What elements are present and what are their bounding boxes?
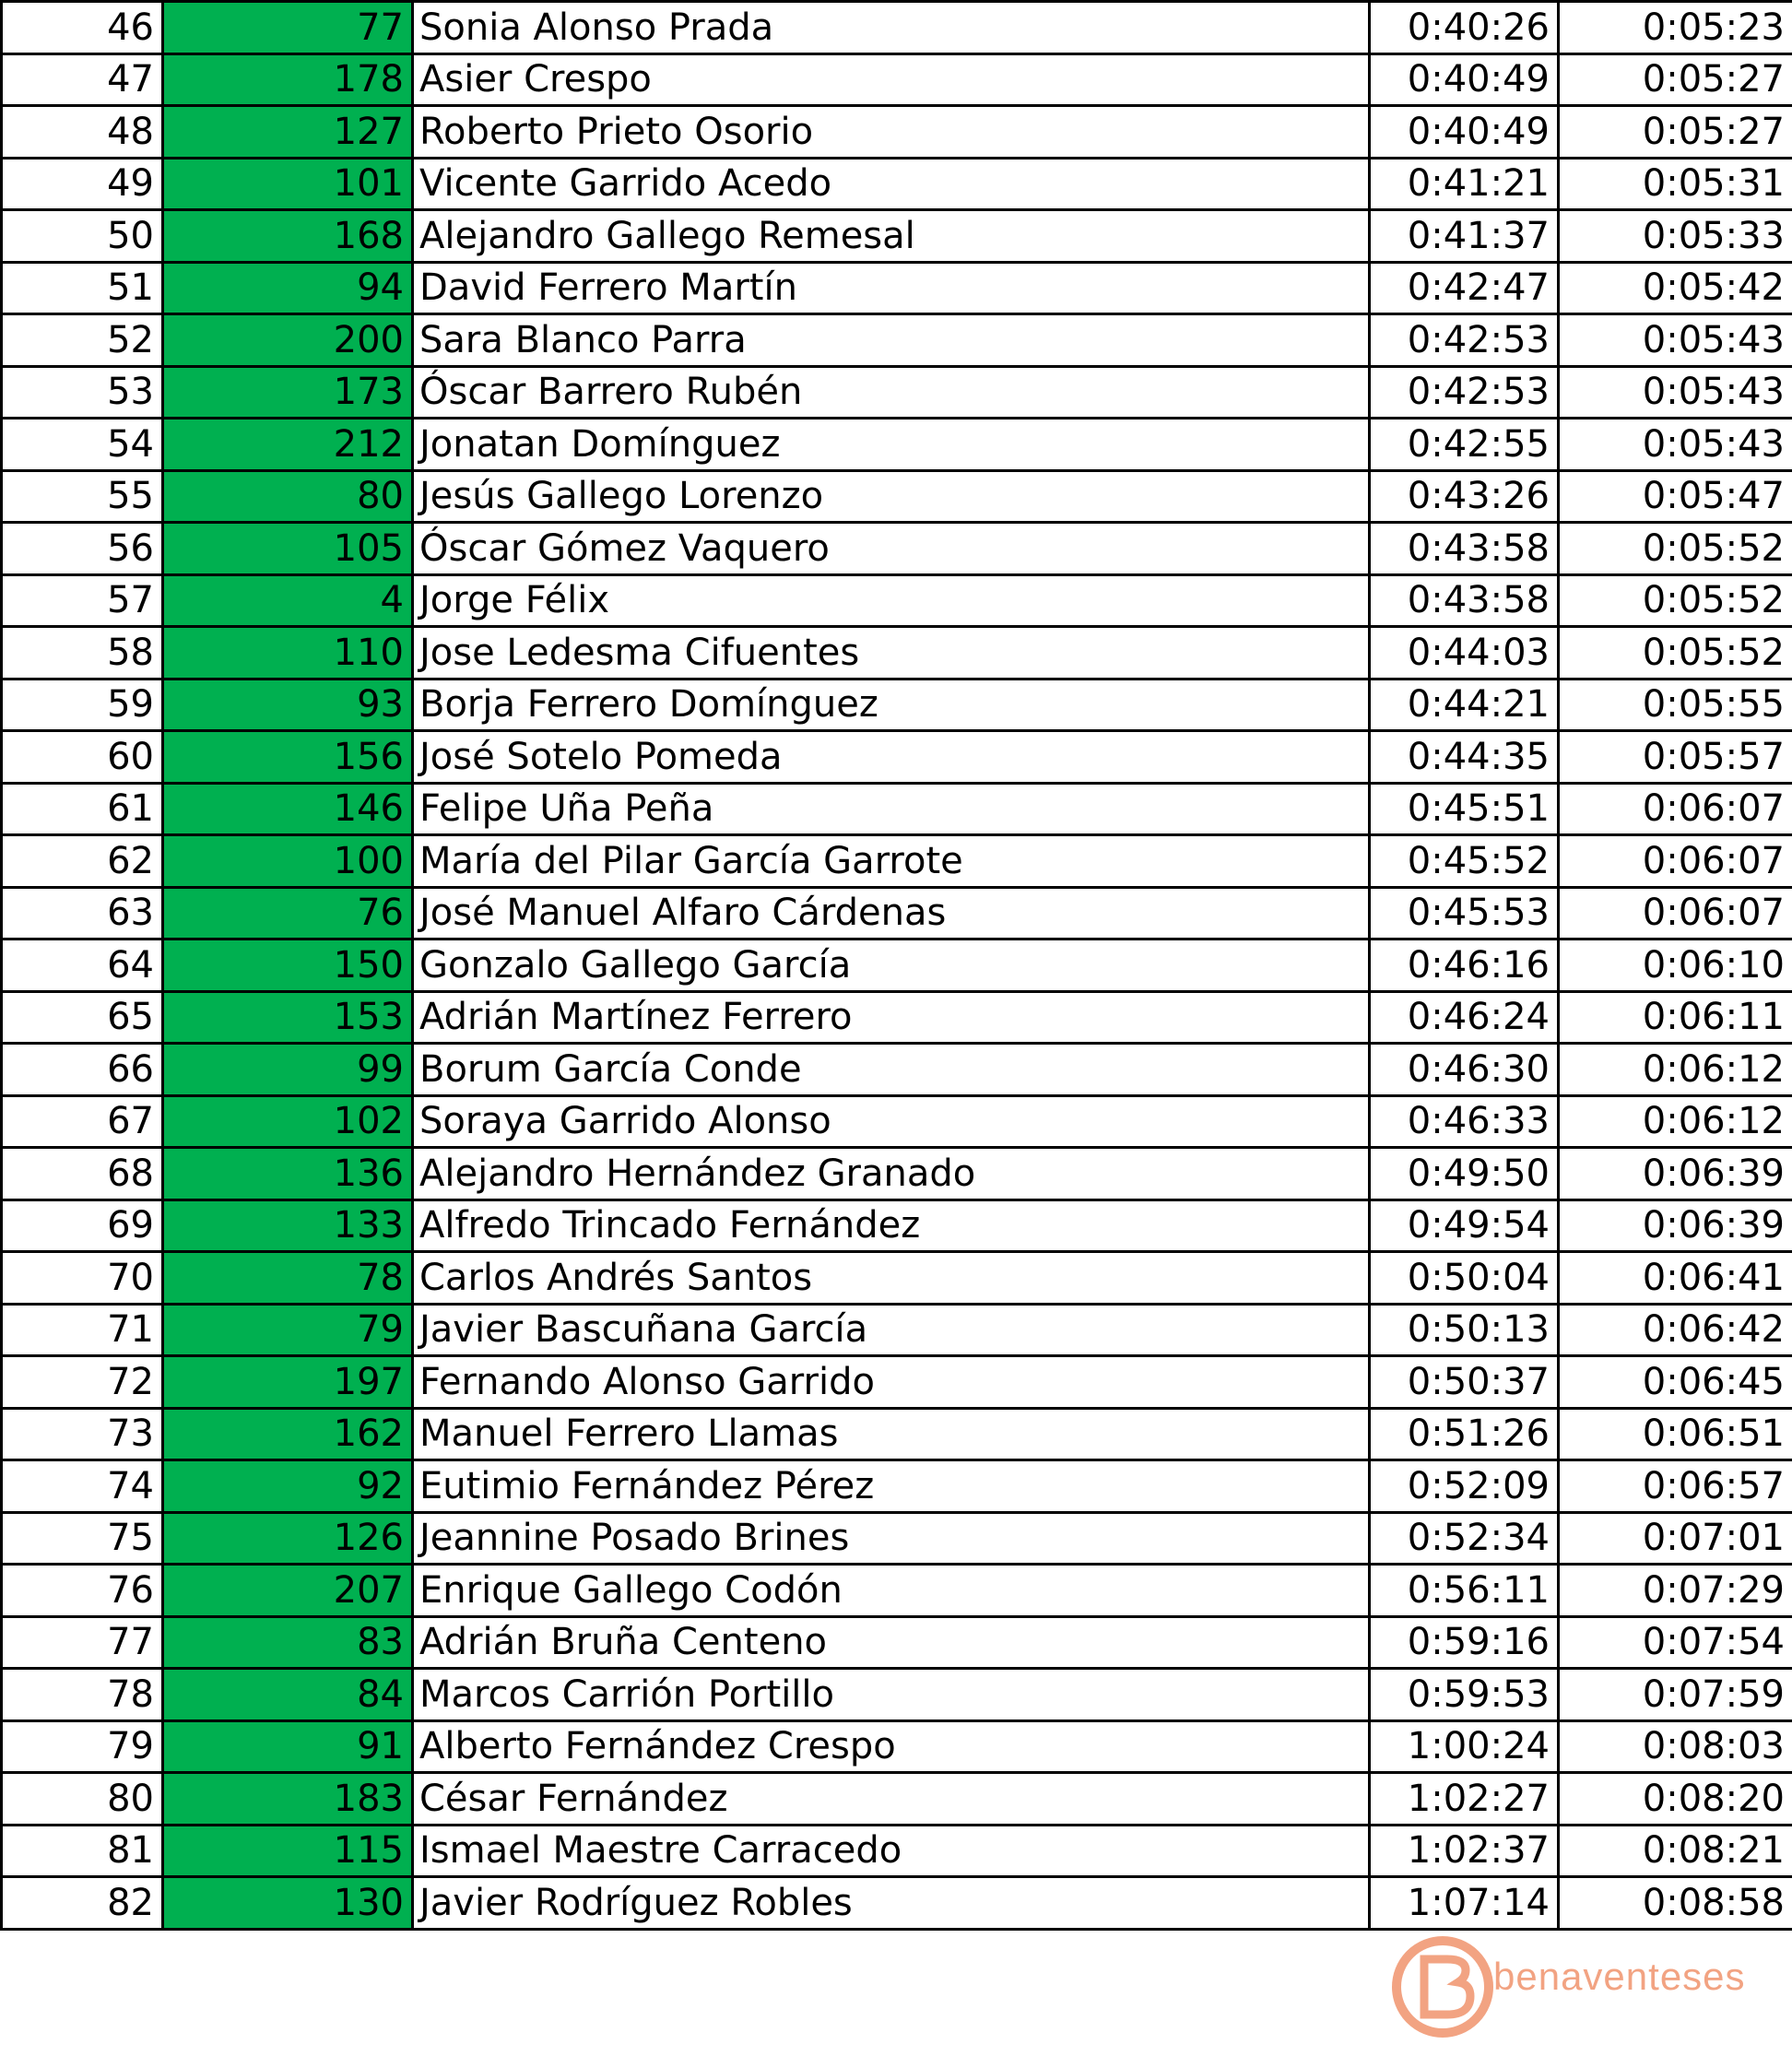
finish-time-cell: 0:46:16 bbox=[1370, 939, 1559, 992]
runner-name-cell: Alberto Fernández Crespo bbox=[413, 1720, 1370, 1773]
position-cell: 79 bbox=[2, 1720, 163, 1773]
runner-name-cell: Asier Crespo bbox=[413, 53, 1370, 106]
finish-time-cell: 0:50:37 bbox=[1370, 1356, 1559, 1409]
pace-cell: 0:07:29 bbox=[1559, 1565, 1792, 1617]
finish-time-cell: 0:40:49 bbox=[1370, 106, 1559, 159]
bib-number-cell: 197 bbox=[163, 1356, 413, 1409]
bib-number-cell: 84 bbox=[163, 1669, 413, 1721]
position-cell: 53 bbox=[2, 366, 163, 419]
table-row bbox=[2, 158, 1792, 210]
finish-time-cell: 0:43:26 bbox=[1370, 470, 1559, 523]
runner-name-cell: Carlos Andrés Santos bbox=[413, 1252, 1370, 1305]
position-cell: 46 bbox=[2, 2, 163, 54]
finish-time-cell: 0:43:58 bbox=[1370, 574, 1559, 627]
finish-time-cell: 1:00:24 bbox=[1370, 1720, 1559, 1773]
bib-number-cell: 126 bbox=[163, 1512, 413, 1565]
position-cell: 62 bbox=[2, 835, 163, 888]
pace-cell: 0:06:11 bbox=[1559, 991, 1792, 1044]
position-cell: 81 bbox=[2, 1825, 163, 1877]
finish-time-cell: 0:41:37 bbox=[1370, 210, 1559, 263]
table-row bbox=[2, 627, 1792, 679]
position-cell: 82 bbox=[2, 1877, 163, 1930]
position-cell: 54 bbox=[2, 419, 163, 471]
table-row bbox=[2, 1616, 1792, 1669]
finish-time-cell: 0:49:50 bbox=[1370, 1148, 1559, 1200]
bib-number-cell: 212 bbox=[163, 419, 413, 471]
finish-time-cell: 0:42:53 bbox=[1370, 366, 1559, 419]
table-row bbox=[2, 783, 1792, 835]
table-row bbox=[2, 106, 1792, 159]
table-row bbox=[2, 523, 1792, 575]
runner-name-cell: Sonia Alonso Prada bbox=[413, 2, 1370, 54]
pace-cell: 0:06:10 bbox=[1559, 939, 1792, 992]
table-row bbox=[2, 1408, 1792, 1460]
runner-name-cell: Sara Blanco Parra bbox=[413, 314, 1370, 367]
position-cell: 60 bbox=[2, 731, 163, 784]
finish-time-cell: 0:44:21 bbox=[1370, 679, 1559, 731]
position-cell: 78 bbox=[2, 1669, 163, 1721]
table-row bbox=[2, 1252, 1792, 1305]
bib-number-cell: 146 bbox=[163, 783, 413, 835]
bib-number-cell: 101 bbox=[163, 158, 413, 210]
bib-number-cell: 91 bbox=[163, 1720, 413, 1773]
position-cell: 73 bbox=[2, 1408, 163, 1460]
position-cell: 63 bbox=[2, 887, 163, 939]
bib-number-cell: 207 bbox=[163, 1565, 413, 1617]
table-row bbox=[2, 1825, 1792, 1877]
pace-cell: 0:05:23 bbox=[1559, 2, 1792, 54]
table-row bbox=[2, 731, 1792, 784]
pace-cell: 0:08:03 bbox=[1559, 1720, 1792, 1773]
position-cell: 61 bbox=[2, 783, 163, 835]
pace-cell: 0:05:27 bbox=[1559, 53, 1792, 106]
pace-cell: 0:05:52 bbox=[1559, 523, 1792, 575]
pace-cell: 0:06:39 bbox=[1559, 1148, 1792, 1200]
table-row bbox=[2, 53, 1792, 106]
bib-number-cell: 77 bbox=[163, 2, 413, 54]
finish-time-cell: 0:46:33 bbox=[1370, 1095, 1559, 1148]
position-cell: 68 bbox=[2, 1148, 163, 1200]
bib-number-cell: 150 bbox=[163, 939, 413, 992]
bib-number-cell: 130 bbox=[163, 1877, 413, 1930]
pace-cell: 0:07:54 bbox=[1559, 1616, 1792, 1669]
finish-time-cell: 0:40:49 bbox=[1370, 53, 1559, 106]
pace-cell: 0:05:43 bbox=[1559, 419, 1792, 471]
runner-name-cell: Borum García Conde bbox=[413, 1044, 1370, 1096]
runner-name-cell: Jorge Félix bbox=[413, 574, 1370, 627]
runner-name-cell: Adrián Bruña Centeno bbox=[413, 1616, 1370, 1669]
position-cell: 55 bbox=[2, 470, 163, 523]
pace-cell: 0:06:41 bbox=[1559, 1252, 1792, 1305]
position-cell: 67 bbox=[2, 1095, 163, 1148]
pace-cell: 0:05:52 bbox=[1559, 574, 1792, 627]
table-row bbox=[2, 1095, 1792, 1148]
table-row bbox=[2, 470, 1792, 523]
runner-name-cell: Jeannine Posado Brines bbox=[413, 1512, 1370, 1565]
runner-name-cell: Alejandro Gallego Remesal bbox=[413, 210, 1370, 263]
pace-cell: 0:06:07 bbox=[1559, 835, 1792, 888]
bib-number-cell: 173 bbox=[163, 366, 413, 419]
site-watermark-logo bbox=[1392, 1927, 1779, 2047]
runner-name-cell: Enrique Gallego Codón bbox=[413, 1565, 1370, 1617]
position-cell: 49 bbox=[2, 158, 163, 210]
pace-cell: 0:07:59 bbox=[1559, 1669, 1792, 1721]
bib-number-cell: 178 bbox=[163, 53, 413, 106]
position-cell: 51 bbox=[2, 262, 163, 314]
position-cell: 74 bbox=[2, 1460, 163, 1513]
bib-number-cell: 162 bbox=[163, 1408, 413, 1460]
table-row bbox=[2, 1044, 1792, 1096]
runner-name-cell: Eutimio Fernández Pérez bbox=[413, 1460, 1370, 1513]
pace-cell: 0:05:57 bbox=[1559, 731, 1792, 784]
position-cell: 66 bbox=[2, 1044, 163, 1096]
bib-number-cell: 136 bbox=[163, 1148, 413, 1200]
pace-cell: 0:06:51 bbox=[1559, 1408, 1792, 1460]
bib-number-cell: 78 bbox=[163, 1252, 413, 1305]
pace-cell: 0:06:12 bbox=[1559, 1044, 1792, 1096]
bib-number-cell: 110 bbox=[163, 627, 413, 679]
table-row bbox=[2, 1877, 1792, 1930]
watermark-text: benaventeses bbox=[1493, 1955, 1746, 1998]
runner-name-cell: José Sotelo Pomeda bbox=[413, 731, 1370, 784]
position-cell: 69 bbox=[2, 1199, 163, 1252]
finish-time-cell: 0:52:34 bbox=[1370, 1512, 1559, 1565]
pace-cell: 0:06:39 bbox=[1559, 1199, 1792, 1252]
pace-cell: 0:06:57 bbox=[1559, 1460, 1792, 1513]
bib-number-cell: 127 bbox=[163, 106, 413, 159]
position-cell: 59 bbox=[2, 679, 163, 731]
runner-name-cell: Roberto Prieto Osorio bbox=[413, 106, 1370, 159]
finish-time-cell: 0:42:53 bbox=[1370, 314, 1559, 367]
finish-time-cell: 0:43:58 bbox=[1370, 523, 1559, 575]
pace-cell: 0:05:43 bbox=[1559, 314, 1792, 367]
finish-time-cell: 1:02:37 bbox=[1370, 1825, 1559, 1877]
position-cell: 72 bbox=[2, 1356, 163, 1409]
bib-number-cell: 133 bbox=[163, 1199, 413, 1252]
table-row bbox=[2, 574, 1792, 627]
runner-name-cell: Alejandro Hernández Granado bbox=[413, 1148, 1370, 1200]
pace-cell: 0:07:01 bbox=[1559, 1512, 1792, 1565]
finish-time-cell: 0:45:53 bbox=[1370, 887, 1559, 939]
bib-number-cell: 99 bbox=[163, 1044, 413, 1096]
position-cell: 52 bbox=[2, 314, 163, 367]
table-row bbox=[2, 419, 1792, 471]
runner-name-cell: Soraya Garrido Alonso bbox=[413, 1095, 1370, 1148]
table-row bbox=[2, 210, 1792, 263]
position-cell: 75 bbox=[2, 1512, 163, 1565]
runner-name-cell: José Manuel Alfaro Cárdenas bbox=[413, 887, 1370, 939]
finish-time-cell: 0:42:55 bbox=[1370, 419, 1559, 471]
finish-time-cell: 0:40:26 bbox=[1370, 2, 1559, 54]
table-row bbox=[2, 1669, 1792, 1721]
bib-number-cell: 94 bbox=[163, 262, 413, 314]
results-body bbox=[2, 2, 1792, 1930]
position-cell: 65 bbox=[2, 991, 163, 1044]
bib-number-cell: 92 bbox=[163, 1460, 413, 1513]
finish-time-cell: 0:50:04 bbox=[1370, 1252, 1559, 1305]
position-cell: 80 bbox=[2, 1773, 163, 1826]
finish-time-cell: 0:42:47 bbox=[1370, 262, 1559, 314]
finish-time-cell: 1:02:27 bbox=[1370, 1773, 1559, 1826]
table-row bbox=[2, 262, 1792, 314]
table-row bbox=[2, 1565, 1792, 1617]
pace-cell: 0:05:43 bbox=[1559, 366, 1792, 419]
pace-cell: 0:05:33 bbox=[1559, 210, 1792, 263]
finish-time-cell: 0:50:13 bbox=[1370, 1304, 1559, 1356]
finish-time-cell: 0:52:09 bbox=[1370, 1460, 1559, 1513]
finish-time-cell: 0:59:53 bbox=[1370, 1669, 1559, 1721]
pace-cell: 0:05:47 bbox=[1559, 470, 1792, 523]
position-cell: 76 bbox=[2, 1565, 163, 1617]
table-row bbox=[2, 1512, 1792, 1565]
pace-cell: 0:08:20 bbox=[1559, 1773, 1792, 1826]
table-row bbox=[2, 1356, 1792, 1409]
pace-cell: 0:05:27 bbox=[1559, 106, 1792, 159]
bib-number-cell: 83 bbox=[163, 1616, 413, 1669]
bib-number-cell: 76 bbox=[163, 887, 413, 939]
runner-name-cell: Alfredo Trincado Fernández bbox=[413, 1199, 1370, 1252]
bib-number-cell: 79 bbox=[163, 1304, 413, 1356]
position-cell: 57 bbox=[2, 574, 163, 627]
position-cell: 64 bbox=[2, 939, 163, 992]
finish-time-cell: 0:49:54 bbox=[1370, 1199, 1559, 1252]
finish-time-cell: 0:51:26 bbox=[1370, 1408, 1559, 1460]
pace-cell: 0:05:52 bbox=[1559, 627, 1792, 679]
table-row bbox=[2, 835, 1792, 888]
position-cell: 56 bbox=[2, 523, 163, 575]
runner-name-cell: Ismael Maestre Carracedo bbox=[413, 1825, 1370, 1877]
pace-cell: 0:08:21 bbox=[1559, 1825, 1792, 1877]
table-row bbox=[2, 2, 1792, 54]
bib-number-cell: 200 bbox=[163, 314, 413, 367]
finish-time-cell: 0:45:51 bbox=[1370, 783, 1559, 835]
table-row bbox=[2, 1460, 1792, 1513]
position-cell: 58 bbox=[2, 627, 163, 679]
position-cell: 71 bbox=[2, 1304, 163, 1356]
table-row bbox=[2, 1199, 1792, 1252]
position-cell: 70 bbox=[2, 1252, 163, 1305]
bib-number-cell: 102 bbox=[163, 1095, 413, 1148]
position-cell: 47 bbox=[2, 53, 163, 106]
pace-cell: 0:05:55 bbox=[1559, 679, 1792, 731]
table-row bbox=[2, 679, 1792, 731]
pace-cell: 0:06:12 bbox=[1559, 1095, 1792, 1148]
finish-time-cell: 0:59:16 bbox=[1370, 1616, 1559, 1669]
bib-number-cell: 156 bbox=[163, 731, 413, 784]
finish-time-cell: 0:46:30 bbox=[1370, 1044, 1559, 1096]
position-cell: 48 bbox=[2, 106, 163, 159]
runner-name-cell: Jonatan Domínguez bbox=[413, 419, 1370, 471]
bib-number-cell: 183 bbox=[163, 1773, 413, 1826]
finish-time-cell: 0:46:24 bbox=[1370, 991, 1559, 1044]
runner-name-cell: Javier Rodríguez Robles bbox=[413, 1877, 1370, 1930]
table-row bbox=[2, 1773, 1792, 1826]
pace-cell: 0:06:45 bbox=[1559, 1356, 1792, 1409]
bib-number-cell: 100 bbox=[163, 835, 413, 888]
position-cell: 77 bbox=[2, 1616, 163, 1669]
runner-name-cell: Jesús Gallego Lorenzo bbox=[413, 470, 1370, 523]
bib-number-cell: 153 bbox=[163, 991, 413, 1044]
table-row bbox=[2, 1148, 1792, 1200]
runner-name-cell: Gonzalo Gallego García bbox=[413, 939, 1370, 992]
runner-name-cell: Marcos Carrión Portillo bbox=[413, 1669, 1370, 1721]
runner-name-cell: Adrián Martínez Ferrero bbox=[413, 991, 1370, 1044]
bib-number-cell: 168 bbox=[163, 210, 413, 263]
table-row bbox=[2, 1304, 1792, 1356]
runner-name-cell: David Ferrero Martín bbox=[413, 262, 1370, 314]
runner-name-cell: Óscar Barrero Rubén bbox=[413, 366, 1370, 419]
table-row bbox=[2, 1720, 1792, 1773]
bib-number-cell: 4 bbox=[163, 574, 413, 627]
finish-time-cell: 0:56:11 bbox=[1370, 1565, 1559, 1617]
runner-name-cell: Felipe Uña Peña bbox=[413, 783, 1370, 835]
runner-name-cell: César Fernández bbox=[413, 1773, 1370, 1826]
pace-cell: 0:08:58 bbox=[1559, 1877, 1792, 1930]
runner-name-cell: María del Pilar García Garrote bbox=[413, 835, 1370, 888]
runner-name-cell: Jose Ledesma Cifuentes bbox=[413, 627, 1370, 679]
table-row bbox=[2, 991, 1792, 1044]
position-cell: 50 bbox=[2, 210, 163, 263]
runner-name-cell: Óscar Gómez Vaquero bbox=[413, 523, 1370, 575]
runner-name-cell: Javier Bascuñana García bbox=[413, 1304, 1370, 1356]
bib-number-cell: 80 bbox=[163, 470, 413, 523]
finish-time-cell: 1:07:14 bbox=[1370, 1877, 1559, 1930]
finish-time-cell: 0:45:52 bbox=[1370, 835, 1559, 888]
finish-time-cell: 0:41:21 bbox=[1370, 158, 1559, 210]
pace-cell: 0:05:31 bbox=[1559, 158, 1792, 210]
finish-time-cell: 0:44:35 bbox=[1370, 731, 1559, 784]
table-row bbox=[2, 887, 1792, 939]
pace-cell: 0:05:42 bbox=[1559, 262, 1792, 314]
bib-number-cell: 105 bbox=[163, 523, 413, 575]
finish-time-cell: 0:44:03 bbox=[1370, 627, 1559, 679]
table-row bbox=[2, 314, 1792, 367]
pace-cell: 0:06:07 bbox=[1559, 887, 1792, 939]
bib-number-cell: 115 bbox=[163, 1825, 413, 1877]
watermark-logo-icon bbox=[1392, 1927, 1512, 2047]
pace-cell: 0:06:07 bbox=[1559, 783, 1792, 835]
runner-name-cell: Fernando Alonso Garrido bbox=[413, 1356, 1370, 1409]
runner-name-cell: Borja Ferrero Domínguez bbox=[413, 679, 1370, 731]
table-row bbox=[2, 366, 1792, 419]
runner-name-cell: Vicente Garrido Acedo bbox=[413, 158, 1370, 210]
table-row bbox=[2, 939, 1792, 992]
runner-name-cell: Manuel Ferrero Llamas bbox=[413, 1408, 1370, 1460]
bib-number-cell: 93 bbox=[163, 679, 413, 731]
pace-cell: 0:06:42 bbox=[1559, 1304, 1792, 1356]
